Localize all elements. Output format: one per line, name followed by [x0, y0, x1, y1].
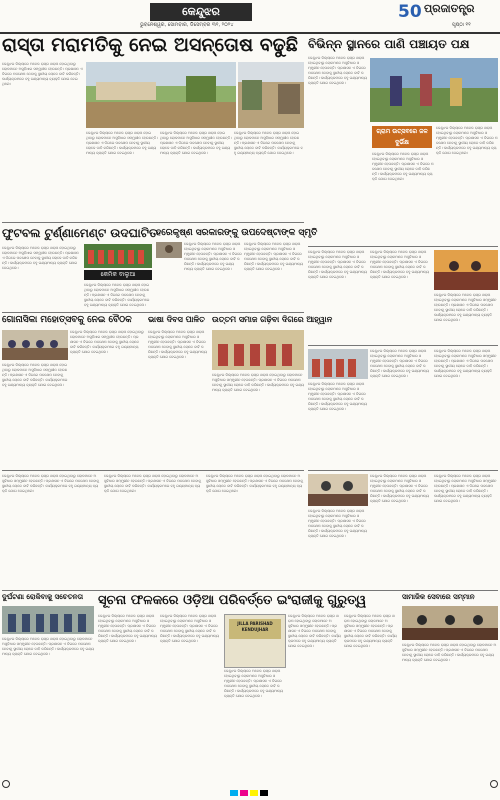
right-body-f: କେନ୍ଦୁଝର ଜିଲ୍ଲାରେ ଅନେକ ରାସ୍ତା ଖରାପ ହୋଇଥିବାରୁ ଲୋକମାନେ ଅସୁବିଧାର ସମ୍ମୁଖୀନ ହେଉଛନ୍ତି। ପ୍ରଶାସନ ଏ ଦିଗରେ ପଦକ୍ଷେପ ନେବାକୁ ସ୍ଥାନୀୟ ଲୋକେ ଦାବି କରିଛନ୍ତି। କାର୍ଯ୍ୟକ୍ରମରେ ବହୁ ଗଣ୍ୟମାନ୍ୟ ବ୍ୟକ୍ତି ଯୋଗ ଦେଇଥିଲେ।: [434, 349, 497, 378]
gonasika-body-col1: କେନ୍ଦୁଝର ଜିଲ୍ଲାରେ ଅନେକ ରାସ୍ତା ଖରାପ ହୋଇଥିବାରୁ ଲୋକମାନେ ଅସୁବିଧାର ସମ୍ମୁଖୀନ ହେଉଛନ୍ତି। ପ୍ରଶାସନ ଏ ଦିଗରେ ପଦକ୍ଷେପ ନେବାକୁ ସ୍ଥାନୀୟ ଲୋକେ ଦାବି କରିଛନ୍ତି। କାର୍ଯ୍ୟକ୍ରମରେ ବହୁ ଗଣ୍ୟମାନ୍ୟ ବ୍ୟକ୍ତି ଯୋଗ ଦେଇଥିଲେ।: [2, 363, 68, 387]
right-photo-group: [308, 349, 368, 379]
bottom-right-photo: [402, 606, 498, 640]
language-headline: ଭାଷା ଦିବସ ପାଳିତ: [148, 315, 205, 324]
right-body-a: କେନ୍ଦୁଝର ଜିଲ୍ଲାରେ ଅନେକ ରାସ୍ତା ଖରାପ ହୋଇଥିବାରୁ ଲୋକମାନେ ଅସୁବିଧାର ସମ୍ମୁଖୀନ ହେଉଛନ୍ତି। ପ୍ରଶାସନ ଏ ଦିଗରେ ପଦକ୍ଷେପ ନେବାକୁ ସ୍ଥାନୀୟ ଲୋକେ ଦାବି କରିଛନ୍ତି। କାର୍ଯ୍ୟକ୍ରମରେ ବହୁ ଗଣ୍ୟମାନ୍ୟ ବ୍ୟକ୍ତି ଯୋଗ ଦେଇଥିଲେ।: [308, 250, 367, 279]
family-photo: [212, 330, 304, 370]
lead-photo-road: [86, 62, 236, 128]
water-body-col1: କେନ୍ଦୁଝର ଜିଲ୍ଲାରେ ଅନେକ ରାସ୍ତା ଖରାପ ହୋଇଥିବାରୁ ଲୋକମାନେ ଅସୁବିଧାର ସମ୍ମୁଖୀନ ହେଉଛନ୍ତି। ପ୍ରଶାସନ ଏ ଦିଗରେ ପଦକ୍ଷେପ ନେବାକୁ ସ୍ଥାନୀୟ ଲୋକେ ଦାବି କରିଛନ୍ତି। କାର୍ଯ୍ୟକ୍ରମରେ ବହୁ ଗଣ୍ୟମାନ୍ୟ ବ୍ୟକ୍ତି ଯୋଗ ଦେଇଥିଲେ।: [308, 56, 367, 85]
mid-headline: ହରେକୃଷ୍ଣ ସରକାରଙ୍କୁ ଉପଦେଷ୍ଟାଙ୍କ ସ୍ମୃତି: [156, 228, 318, 238]
water-headline: ବିଭିନ୍ନ ସ୍ଥାନରେ ପାଣି ପଞ୍ଚାୟତ ପକ୍ଷ: [308, 37, 470, 51]
water-photo: [370, 58, 498, 122]
lead-body-col2: କେନ୍ଦୁଝର ଜିଲ୍ଲାରେ ଅନେକ ରାସ୍ତା ଖରାପ ହୋଇଥିବାରୁ ଲୋକମାନେ ଅସୁବିଧାର ସମ୍ମୁଖୀନ ହେଉଛନ୍ତି। ପ୍ରଶାସନ ଏ ଦିଗରେ ପଦକ୍ଷେପ ନେବାକୁ ସ୍ଥାନୀୟ ଲୋକେ ଦାବି କରିଛନ୍ତି। କାର୍ଯ୍ୟକ୍ରମରେ ବହୁ ଗଣ୍ୟମାନ୍ୟ ବ୍ୟକ୍ତି ଯୋଗ ଦେଇଥିଲେ।: [86, 131, 158, 155]
divider: [2, 222, 304, 223]
language-body: କେନ୍ଦୁଝର ଜିଲ୍ଲାରେ ଅନେକ ରାସ୍ତା ଖରାପ ହୋଇଥିବାରୁ ଲୋକମାନେ ଅସୁବିଧାର ସମ୍ମୁଖୀନ ହେଉଛନ୍ତି। ପ୍ରଶାସନ ଏ ଦିଗରେ ପଦକ୍ଷେପ ନେବାକୁ ସ୍ଥାନୀୟ ଲୋକେ ଦାବି କରିଛନ୍ତି। କାର୍ଯ୍ୟକ୍ରମରେ ବହୁ ଗଣ୍ୟମାନ୍ୟ ବ୍ୟକ୍ତି ଯୋଗ ଦେଇଥିଲେ।: [148, 330, 207, 359]
lead-headline: ରାସ୍ତା ମରାମତିକୁ ନେଇ ଅସନ୍ତୋଷ ବଢୁଛି: [2, 34, 298, 56]
bottom-headline: ସୂଚନା ଫଳକରେ ଓଡ଼ିଆ ପରିବର୍ତ୍ତେ ଇଂରାଜୀକୁ ଗୁରୁତ୍ୱ: [98, 593, 367, 608]
mid-body-col2: କେନ୍ଦୁଝର ଜିଲ୍ଲାରେ ଅନେକ ରାସ୍ତା ଖରାପ ହୋଇଥିବାରୁ ଲୋକମାନେ ଅସୁବିଧାର ସମ୍ମୁଖୀନ ହେଉଛନ୍ତି। ପ୍ରଶାସନ ଏ ଦିଗରେ ପଦକ୍ଷେପ ନେବାକୁ ସ୍ଥାନୀୟ ଲୋକେ ଦାବି କରିଛନ୍ତି। କାର୍ଯ୍ୟକ୍ରମରେ ବହୁ ଗଣ୍ୟମାନ୍ୟ ବ୍ୟକ୍ତି ଯୋଗ ଦେଇଥିଲେ।: [244, 242, 303, 271]
right-photo-ceremony: [434, 250, 498, 290]
bottom-body-d: କେନ୍ଦୁଝର ଜିଲ୍ଲାରେ ଅନେକ ରାସ୍ତା ଖରାପ ହୋଇଥିବାରୁ ଲୋକମାନେ ଅସୁବିଧାର ସମ୍ମୁଖୀନ ହେଉଛନ୍ତି। ପ୍ରଶାସନ ଏ ଦିଗରେ ପଦକ୍ଷେପ ନେବାକୁ ସ୍ଥାନୀୟ ଲୋକେ ଦାବି କରିଛନ୍ତି। କାର୍ଯ୍ୟକ୍ରମରେ ବହୁ ଗଣ୍ୟମାନ୍ୟ ବ୍ୟକ୍ତି ଯୋଗ ଦେଇଥିଲେ।: [224, 669, 283, 698]
football-photo: [84, 244, 152, 268]
gonasika-photo: [2, 330, 68, 360]
section-title: କେନ୍ଦୁଝର: [150, 3, 252, 21]
football-headline: ଫୁଟବଲ ଟୁର୍ଣ୍ଣାମେଣ୍ଟ ଉଦଘାଟିତ: [2, 226, 158, 240]
bottom-photo-awareness: [2, 606, 94, 634]
family-headline: ଉତ୍ତମ ସମାଜ ଗଢ଼ିବା ଦିଗରେ ଆହ୍ୱାନ: [212, 315, 333, 324]
bottom-sign-photo: [224, 614, 286, 668]
right-body-b: କେନ୍ଦୁଝର ଜିଲ୍ଲାରେ ଅନେକ ରାସ୍ତା ଖରାପ ହୋଇଥିବାରୁ ଲୋକମାନେ ଅସୁବିଧାର ସମ୍ମୁଖୀନ ହେଉଛନ୍ତି। ପ୍ରଶାସନ ଏ ଦିଗରେ ପଦକ୍ଷେପ ନେବାକୁ ସ୍ଥାନୀୟ ଲୋକେ ଦାବି କରିଛନ୍ତି। କାର୍ଯ୍ୟକ୍ରମରେ ବହୁ ଗଣ୍ୟମାନ୍ୟ ବ୍ୟକ୍ତି ଯୋଗ ଦେଇଥିଲେ।: [370, 250, 429, 279]
bottom-body-g: କେନ୍ଦୁଝର ଜିଲ୍ଲାରେ ଅନେକ ରାସ୍ତା ଖରାପ ହୋଇଥିବାରୁ ଲୋକମାନେ ଅସୁବିଧାର ସମ୍ମୁଖୀନ ହେଉଛନ୍ତି। ପ୍ରଶାସନ ଏ ଦିଗରେ ପଦକ୍ଷେପ ନେବାକୁ ସ୍ଥାନୀୟ ଲୋକେ ଦାବି କରିଛନ୍ତି। କାର୍ଯ୍ୟକ୍ରମରେ ବହୁ ଗଣ୍ୟମାନ୍ୟ ବ୍ୟକ୍ତି ଯୋଗ ଦେଇଥିଲେ।: [402, 643, 497, 662]
mid-body-col1: କେନ୍ଦୁଝର ଜିଲ୍ଲାରେ ଅନେକ ରାସ୍ତା ଖରାପ ହୋଇଥିବାରୁ ଲୋକମାନେ ଅସୁବିଧାର ସମ୍ମୁଖୀନ ହେଉଛନ୍ତି। ପ୍ରଶାସନ ଏ ଦିଗରେ ପଦକ୍ଷେପ ନେବାକୁ ସ୍ଥାନୀୟ ଲୋକେ ଦାବି କରିଛନ୍ତି। କାର୍ଯ୍ୟକ୍ରମରେ ବହୁ ଗଣ୍ୟମାନ୍ୟ ବ୍ୟକ୍ତି ଯୋଗ ଦେଇଥିଲେ।: [184, 242, 242, 271]
lower-body-b: କେନ୍ଦୁଝର ଜିଲ୍ଲାରେ ଅନେକ ରାସ୍ତା ଖରାପ ହୋଇଥିବାରୁ ଲୋକମାନେ ଅସୁବିଧାର ସମ୍ମୁଖୀନ ହେଉଛନ୍ତି। ପ୍ରଶାସନ ଏ ଦିଗରେ ପଦକ୍ଷେପ ନେବାକୁ ସ୍ଥାନୀୟ ଲୋକେ ଦାବି କରିଛନ୍ତି। କାର୍ଯ୍ୟକ୍ରମରେ ବହୁ ଗଣ୍ୟମାନ୍ୟ ବ୍ୟକ୍ତି ଯୋଗ ଦେଇଥିଲେ।: [104, 474, 202, 493]
football-body-col1: କେନ୍ଦୁଝର ଜିଲ୍ଲାରେ ଅନେକ ରାସ୍ତା ଖରାପ ହୋଇଥିବାରୁ ଲୋକମାନେ ଅସୁବିଧାର ସମ୍ମୁଖୀନ ହେଉଛନ୍ତି। ପ୍ରଶାସନ ଏ ଦିଗରେ ପଦକ୍ଷେପ ନେବାକୁ ସ୍ଥାନୀୟ ଲୋକେ ଦାବି କରିଛନ୍ତି। କାର୍ଯ୍ୟକ୍ରମରେ ବହୁ ଗଣ୍ୟମାନ୍ୟ ବ୍ୟକ୍ତି ଯୋଗ ଦେଇଥିଲେ।: [2, 246, 79, 270]
gonasika-body-col2: କେନ୍ଦୁଝର ଜିଲ୍ଲାରେ ଅନେକ ରାସ୍ତା ଖରାପ ହୋଇଥିବାରୁ ଲୋକମାନେ ଅସୁବିଧାର ସମ୍ମୁଖୀନ ହେଉଛନ୍ତି। ପ୍ରଶାସନ ଏ ଦିଗରେ ପଦକ୍ଷେପ ନେବାକୁ ସ୍ଥାନୀୟ ଲୋକେ ଦାବି କରିଛନ୍ତି। କାର୍ଯ୍ୟକ୍ରମରେ ବହୁ ଗଣ୍ୟମାନ୍ୟ ବ୍ୟକ୍ତି ଯୋଗ ଦେଇଥିଲେ।: [70, 330, 144, 354]
water-body-col2: କେନ୍ଦୁଝର ଜିଲ୍ଲାରେ ଅନେକ ରାସ୍ତା ଖରାପ ହୋଇଥିବାରୁ ଲୋକମାନେ ଅସୁବିଧାର ସମ୍ମୁଖୀନ ହେଉଛନ୍ତି। ପ୍ରଶାସନ ଏ ଦିଗରେ ପଦକ୍ଷେପ ନେବାକୁ ସ୍ଥାନୀୟ ଲୋକେ ଦାବି କରିଛନ୍ତି। କାର୍ଯ୍ୟକ୍ରମରେ ବହୁ ଗଣ୍ୟମାନ୍ୟ ବ୍ୟକ୍ତି ଯୋଗ ଦେଇଥିଲେ।: [372, 152, 434, 181]
gonasika-headline: ଗୋନାସିକା ମହୋତ୍ସବକୁ ନେଇ ବୈଠକ: [2, 315, 132, 325]
right-body-g: କେନ୍ଦୁଝର ଜିଲ୍ଲାରେ ଅନେକ ରାସ୍ତା ଖରାପ ହୋଇଥିବାରୁ ଲୋକମାନେ ଅସୁବିଧାର ସମ୍ମୁଖୀନ ହେଉଛନ୍ତି। ପ୍ରଶାସନ ଏ ଦିଗରେ ପଦକ୍ଷେପ ନେବାକୁ ସ୍ଥାନୀୟ ଲୋକେ ଦାବି କରିଛନ୍ତି। କାର୍ଯ୍ୟକ୍ରମରେ ବହୁ ଗଣ୍ୟମାନ୍ୟ ବ୍ୟକ୍ତି ଯୋଗ ଦେଇଥିଲେ।: [308, 509, 367, 538]
bottom-body-c: କେନ୍ଦୁଝର ଜିଲ୍ଲାରେ ଅନେକ ରାସ୍ତା ଖରାପ ହୋଇଥିବାରୁ ଲୋକମାନେ ଅସୁବିଧାର ସମ୍ମୁଖୀନ ହେଉଛନ୍ତି। ପ୍ରଶାସନ ଏ ଦିଗରେ ପଦକ୍ଷେପ ନେବାକୁ ସ୍ଥାନୀୟ ଲୋକେ ଦାବି କରିଛନ୍ତି। କାର୍ଯ୍ୟକ୍ରମରେ ବହୁ ଗଣ୍ୟମାନ୍ୟ ବ୍ୟକ୍ତି ଯୋଗ ଦେଇଥିଲେ।: [160, 614, 219, 643]
right-body-i: କେନ୍ଦୁଝର ଜିଲ୍ଲାରେ ଅନେକ ରାସ୍ତା ଖରାପ ହୋଇଥିବାରୁ ଲୋକମାନେ ଅସୁବିଧାର ସମ୍ମୁଖୀନ ହେଉଛନ୍ତି। ପ୍ରଶାସନ ଏ ଦିଗରେ ପଦକ୍ଷେପ ନେବାକୁ ସ୍ଥାନୀୟ ଲୋକେ ଦାବି କରିଛନ୍ତି। କାର୍ଯ୍ୟକ୍ରମରେ ବହୁ ଗଣ୍ୟମାନ୍ୟ ବ୍ୟକ୍ତି ଯୋଗ ଦେଇଥିଲେ।: [434, 474, 497, 503]
divider: [308, 246, 498, 247]
family-body: କେନ୍ଦୁଝର ଜିଲ୍ଲାରେ ଅନେକ ରାସ୍ତା ଖରାପ ହୋଇଥିବାରୁ ଲୋକମାନେ ଅସୁବିଧାର ସମ୍ମୁଖୀନ ହେଉଛନ୍ତି। ପ୍ରଶାସନ ଏ ଦିଗରେ ପଦକ୍ଷେପ ନେବାକୁ ସ୍ଥାନୀୟ ଲୋକେ ଦାବି କରିଛନ୍ତି। କାର୍ଯ୍ୟକ୍ରମରେ ବହୁ ଗଣ୍ୟମାନ୍ୟ ବ୍ୟକ୍ତି ଯୋଗ ଦେଇଥିଲେ।: [212, 373, 304, 392]
registration-mark-icon: [2, 780, 10, 788]
right-body-e: କେନ୍ଦୁଝର ଜିଲ୍ଲାରେ ଅନେକ ରାସ୍ତା ଖରାପ ହୋଇଥିବାରୁ ଲୋକମାନେ ଅସୁବିଧାର ସମ୍ମୁଖୀନ ହେଉଛନ୍ତି। ପ୍ରଶାସନ ଏ ଦିଗରେ ପଦକ୍ଷେପ ନେବାକୁ ସ୍ଥାନୀୟ ଲୋକେ ଦାବି କରିଛନ୍ତି। କାର୍ଯ୍ୟକ୍ରମରେ ବହୁ ଗଣ୍ୟମାନ୍ୟ ବ୍ୟକ୍ତି ଯୋଗ ଦେଇଥିଲେ।: [370, 349, 429, 378]
lead-body-col4: କେନ୍ଦୁଝର ଜିଲ୍ଲାରେ ଅନେକ ରାସ୍ତା ଖରାପ ହୋଇଥିବାରୁ ଲୋକମାନେ ଅସୁବିଧାର ସମ୍ମୁଖୀନ ହେଉଛନ୍ତି। ପ୍ରଶାସନ ଏ ଦିଗରେ ପଦକ୍ଷେପ ନେବାକୁ ସ୍ଥାନୀୟ ଲୋକେ ଦାବି କରିଛନ୍ତି। କାର୍ଯ୍ୟକ୍ରମରେ ବହୁ ଗଣ୍ୟମାନ୍ୟ ବ୍ୟକ୍ତି ଯୋଗ ଦେଇଥିଲେ।: [234, 131, 303, 155]
right-body-h: କେନ୍ଦୁଝର ଜିଲ୍ଲାରେ ଅନେକ ରାସ୍ତା ଖରାପ ହୋଇଥିବାରୁ ଲୋକମାନେ ଅସୁବିଧାର ସମ୍ମୁଖୀନ ହେଉଛନ୍ତି। ପ୍ରଶାସନ ଏ ଦିଗରେ ପଦକ୍ଷେପ ନେବାକୁ ସ୍ଥାନୀୟ ଲୋକେ ଦାବି କରିଛନ୍ତି। କାର୍ଯ୍ୟକ୍ରମରେ ବହୁ ଗଣ୍ୟମାନ୍ୟ ବ୍ୟକ୍ତି ଯୋଗ ଦେଇଥିଲେ।: [370, 474, 429, 503]
brand-logo: ପ୍ରଜାତନ୍ତ୍ର: [424, 2, 475, 15]
sign-board-text: JILLA PARISHAD KENDUJHAR: [229, 619, 281, 639]
bottom-right-headline: ସାମାଜିକ ସେବାରେ ସମ୍ମାନ: [402, 593, 475, 601]
lower-body-a: କେନ୍ଦୁଝର ଜିଲ୍ଲାରେ ଅନେକ ରାସ୍ତା ଖରାପ ହୋଇଥିବାରୁ ଲୋକମାନେ ଅସୁବିଧାର ସମ୍ମୁଖୀନ ହେଉଛନ୍ତି। ପ୍ରଶାସନ ଏ ଦିଗରେ ପଦକ୍ଷେପ ନେବାକୁ ସ୍ଥାନୀୟ ଲୋକେ ଦାବି କରିଛନ୍ତି। କାର୍ଯ୍ୟକ୍ରମରେ ବହୁ ଗଣ୍ୟମାନ୍ୟ ବ୍ୟକ୍ତି ଯୋଗ ଦେଇଥିଲେ।: [2, 474, 100, 493]
registration-mark-icon: [490, 780, 498, 788]
page-number: ପୃଷ୍ଠା ୧୧: [452, 22, 471, 28]
divider: [2, 590, 498, 591]
right-body-d: କେନ୍ଦୁଝର ଜିଲ୍ଲାରେ ଅନେକ ରାସ୍ତା ଖରାପ ହୋଇଥିବାରୁ ଲୋକମାନେ ଅସୁବିଧାର ସମ୍ମୁଖୀନ ହେଉଛନ୍ତି। ପ୍ରଶାସନ ଏ ଦିଗରେ ପଦକ୍ଷେପ ନେବାକୁ ସ୍ଥାନୀୟ ଲୋକେ ଦାବି କରିଛନ୍ତି। କାର୍ଯ୍ୟକ୍ରମରେ ବହୁ ଗଣ୍ୟମାନ୍ୟ ବ୍ୟକ୍ତି ଯୋଗ ଦେଇଥିଲେ।: [308, 382, 367, 411]
anniversary-logo: 50: [398, 2, 422, 22]
lead-photo-lane: [238, 62, 304, 128]
divider: [2, 470, 304, 471]
bottom-small-headline: ଦୁର୍ଘଟଣା ରୋକିବାକୁ ସଚେତନତା: [2, 593, 84, 601]
football-body-col2: କେନ୍ଦୁଝର ଜିଲ୍ଲାରେ ଅନେକ ରାସ୍ତା ଖରାପ ହୋଇଥିବାରୁ ଲୋକମାନେ ଅସୁବିଧାର ସମ୍ମୁଖୀନ ହେଉଛନ୍ତି। ପ୍ରଶାସନ ଏ ଦିଗରେ ପଦକ୍ଷେପ ନେବାକୁ ସ୍ଥାନୀୟ ଲୋକେ ଦାବି କରିଛନ୍ତି। କାର୍ଯ୍ୟକ୍ରମରେ ବହୁ ଗଣ୍ୟମାନ୍ୟ ବ୍ୟକ୍ତି ଯୋଗ ଦେଇଥିଲେ।: [84, 283, 150, 307]
masthead: [0, 0, 500, 34]
dateline: ଭୁବନେଶ୍ୱର, ସୋମବାର, ଡିସେମ୍ବର ୩୧, ୨୦୨୪: [140, 22, 234, 28]
right-photo-meeting: [308, 474, 368, 506]
mid-photo: [156, 242, 182, 258]
lead-body-col1: କେନ୍ଦୁଝର ଜିଲ୍ଲାରେ ଅନେକ ରାସ୍ତା ଖରାପ ହୋଇଥିବାରୁ ଲୋକମାନେ ଅସୁବିଧାର ସମ୍ମୁଖୀନ ହେଉଛନ୍ତି। ପ୍ରଶାସନ ଏ ଦିଗରେ ପଦକ୍ଷେପ ନେବାକୁ ସ୍ଥାନୀୟ ଲୋକେ ଦାବି କରିଛନ୍ତି। କାର୍ଯ୍ୟକ୍ରମରେ ବହୁ ଗଣ୍ୟମାନ୍ୟ ବ୍ୟକ୍ତି ଯୋଗ ଦେଇଥିଲେ।: [2, 62, 83, 86]
water-body-col3: କେନ୍ଦୁଝର ଜିଲ୍ଲାରେ ଅନେକ ରାସ୍ତା ଖରାପ ହୋଇଥିବାରୁ ଲୋକମାନେ ଅସୁବିଧାର ସମ୍ମୁଖୀନ ହେଉଛନ୍ତି। ପ୍ରଶାସନ ଏ ଦିଗରେ ପଦକ୍ଷେପ ନେବାକୁ ସ୍ଥାନୀୟ ଲୋକେ ଦାବି କରିଛନ୍ତି। କାର୍ଯ୍ୟକ୍ରମରେ ବହୁ ଗଣ୍ୟମାନ୍ୟ ବ୍ୟକ୍ତି ଯୋଗ ଦେଇଥିଲେ।: [436, 126, 498, 155]
lead-body-col3: କେନ୍ଦୁଝର ଜିଲ୍ଲାରେ ଅନେକ ରାସ୍ତା ଖରାପ ହୋଇଥିବାରୁ ଲୋକମାନେ ଅସୁବିଧାର ସମ୍ମୁଖୀନ ହେଉଛନ୍ତି। ପ୍ରଶାସନ ଏ ଦିଗରେ ପଦକ୍ଷେପ ନେବାକୁ ସ୍ଥାନୀୟ ଲୋକେ ଦାବି କରିଛନ୍ତି। କାର୍ଯ୍ୟକ୍ରମରେ ବହୁ ଗଣ୍ୟମାନ୍ୟ ବ୍ୟକ୍ତି ଯୋଗ ଦେଇଥିଲେ।: [160, 131, 232, 155]
lower-body-c: କେନ୍ଦୁଝର ଜିଲ୍ଲାରେ ଅନେକ ରାସ୍ତା ଖରାପ ହୋଇଥିବାରୁ ଲୋକମାନେ ଅସୁବିଧାର ସମ୍ମୁଖୀନ ହେଉଛନ୍ତି। ପ୍ରଶାସନ ଏ ଦିଗରେ ପଦକ୍ଷେପ ନେବାକୁ ସ୍ଥାନୀୟ ଲୋକେ ଦାବି କରିଛନ୍ତି। କାର୍ଯ୍ୟକ୍ରମରେ ବହୁ ଗଣ୍ୟମାନ୍ୟ ବ୍ୟକ୍ତି ଯୋଗ ଦେଇଥିଲେ।: [206, 474, 304, 493]
water-tag: ଗ୍ରାମ ଉତ୍ସବରେ ଜଳ ଦୁର୍ଭିକ୍ଷ: [372, 126, 432, 148]
bottom-body-a: କେନ୍ଦୁଝର ଜିଲ୍ଲାରେ ଅନେକ ରାସ୍ତା ଖରାପ ହୋଇଥିବାରୁ ଲୋକମାନେ ଅସୁବିଧାର ସମ୍ମୁଖୀନ ହେଉଛନ୍ତି। ପ୍ରଶାସନ ଏ ଦିଗରେ ପଦକ୍ଷେପ ନେବାକୁ ସ୍ଥାନୀୟ ଲୋକେ ଦାବି କରିଛନ୍ତି। କାର୍ଯ୍ୟକ୍ରମରେ ବହୁ ଗଣ୍ୟମାନ୍ୟ ବ୍ୟକ୍ତି ଯୋଗ ଦେଇଥିଲେ।: [2, 637, 94, 656]
divider: [308, 470, 498, 471]
bottom-body-f: କେନ୍ଦୁଝର ଜିଲ୍ଲାରେ ଅନେକ ରାସ୍ତା ଖରାପ ହୋଇଥିବାରୁ ଲୋକମାନେ ଅସୁବିଧାର ସମ୍ମୁଖୀନ ହେଉଛନ୍ତି। ପ୍ରଶାସନ ଏ ଦିଗରେ ପଦକ୍ଷେପ ନେବାକୁ ସ୍ଥାନୀୟ ଲୋକେ ଦାବି କରିଛନ୍ତି। କାର୍ଯ୍ୟକ୍ରମରେ ବହୁ ଗଣ୍ୟମାନ୍ୟ ବ୍ୟକ୍ତି ଯୋଗ ଦେଇଥିଲେ।: [344, 614, 397, 648]
football-banner: କେମିକ ବାଲୁଆ: [84, 270, 152, 280]
right-body-c: କେନ୍ଦୁଝର ଜିଲ୍ଲାରେ ଅନେକ ରାସ୍ତା ଖରାପ ହୋଇଥିବାରୁ ଲୋକମାନେ ଅସୁବିଧାର ସମ୍ମୁଖୀନ ହେଉଛନ୍ତି। ପ୍ରଶାସନ ଏ ଦିଗରେ ପଦକ୍ଷେପ ନେବାକୁ ସ୍ଥାନୀୟ ଲୋକେ ଦାବି କରିଛନ୍ତି। କାର୍ଯ୍ୟକ୍ରମରେ ବହୁ ଗଣ୍ୟମାନ୍ୟ ବ୍ୟକ୍ତି ଯୋଗ ଦେଇଥିଲେ।: [434, 293, 497, 322]
color-bar: [230, 781, 270, 800]
bottom-body-e: କେନ୍ଦୁଝର ଜିଲ୍ଲାରେ ଅନେକ ରାସ୍ତା ଖରାପ ହୋଇଥିବାରୁ ଲୋକମାନେ ଅସୁବିଧାର ସମ୍ମୁଖୀନ ହେଉଛନ୍ତି। ପ୍ରଶାସନ ଏ ଦିଗରେ ପଦକ୍ଷେପ ନେବାକୁ ସ୍ଥାନୀୟ ଲୋକେ ଦାବି କରିଛନ୍ତି। କାର୍ଯ୍ୟକ୍ରମରେ ବହୁ ଗଣ୍ୟମାନ୍ୟ ବ୍ୟକ୍ତି ଯୋଗ ଦେଇଥିଲେ।: [288, 614, 341, 648]
divider: [308, 345, 498, 346]
divider: [2, 312, 304, 313]
bottom-body-b: କେନ୍ଦୁଝର ଜିଲ୍ଲାରେ ଅନେକ ରାସ୍ତା ଖରାପ ହୋଇଥିବାରୁ ଲୋକମାନେ ଅସୁବିଧାର ସମ୍ମୁଖୀନ ହେଉଛନ୍ତି। ପ୍ରଶାସନ ଏ ଦିଗରେ ପଦକ୍ଷେପ ନେବାକୁ ସ୍ଥାନୀୟ ଲୋକେ ଦାବି କରିଛନ୍ତି। କାର୍ଯ୍ୟକ୍ରମରେ ବହୁ ଗଣ୍ୟମାନ୍ୟ ବ୍ୟକ୍ତି ଯୋଗ ଦେଇଥିଲେ।: [98, 614, 157, 643]
